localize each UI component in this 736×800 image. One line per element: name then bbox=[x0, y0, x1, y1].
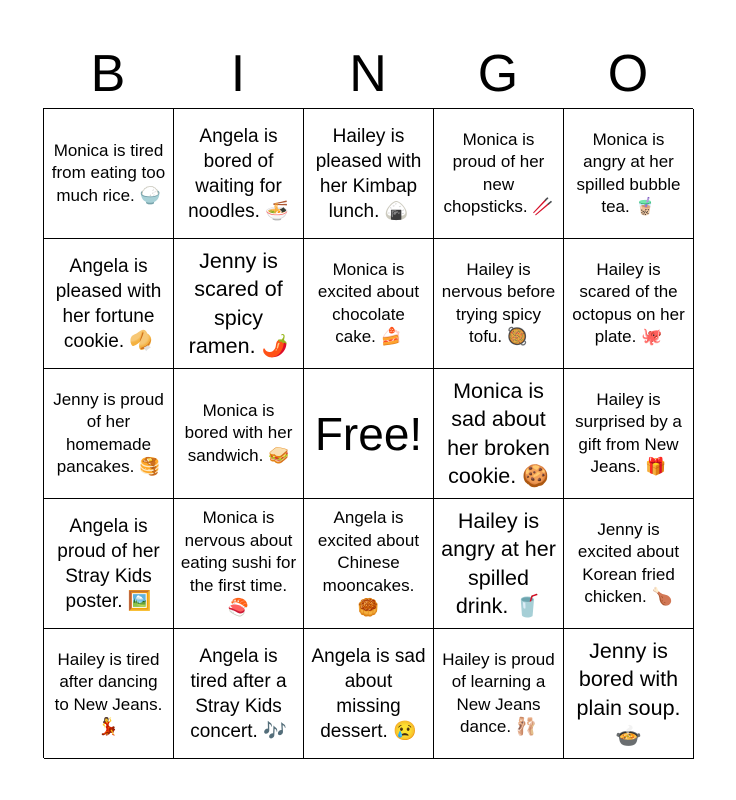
bingo-cell[interactable] bbox=[44, 239, 174, 369]
bingo-cell[interactable] bbox=[44, 499, 174, 629]
cell-text: Monica is sad about her broken cookie. 🍪 bbox=[447, 378, 550, 488]
cell-text: Monica is proud of her new chopsticks. 🥢 bbox=[443, 129, 554, 216]
cell-text: Monica is tired from eating too much rice. 🍚 bbox=[51, 140, 166, 205]
cell-text: Hailey is scared of the octopus on her plate. 🐙 bbox=[572, 259, 685, 346]
cell-text: Jenny is bored with plain soup. 🍲 bbox=[576, 638, 681, 748]
bingo-cell[interactable] bbox=[304, 499, 434, 629]
free-text: Free! bbox=[314, 407, 423, 460]
bingo-cell[interactable] bbox=[434, 239, 564, 369]
cell-text: Hailey is tired after dancing to New Jeans. 💃 bbox=[54, 649, 163, 736]
cell-text: Angela is excited about Chinese mooncakes. 🥮 bbox=[317, 508, 420, 618]
cell-text: Monica is excited about chocolate cake. 🍰 bbox=[317, 259, 420, 346]
cell-text: Angela is tired after a Stray Kids concert. 🎶 bbox=[190, 645, 287, 742]
cell-text: Angela is pleased with her fortune cookie. 🥠 bbox=[55, 255, 162, 352]
cell-text: Monica is bored with her sandwich. 🥪 bbox=[184, 400, 293, 465]
cell-text: Jenny is scared of spicy ramen. 🌶️ bbox=[188, 248, 289, 358]
free-space[interactable] bbox=[304, 369, 434, 499]
header-letter-i: I bbox=[230, 45, 246, 103]
header-letter-n: N bbox=[349, 45, 387, 103]
cell-text: Hailey is surprised by a gift from New Jeans. 🎁 bbox=[575, 389, 682, 476]
bingo-cell[interactable] bbox=[44, 369, 174, 499]
bingo-cell[interactable] bbox=[304, 629, 434, 759]
bingo-cell[interactable] bbox=[174, 369, 304, 499]
cell-text: Angela is sad about missing dessert. 😢 bbox=[311, 645, 426, 742]
cell-text: Monica is angry at her spilled bubble tea. 🧋 bbox=[576, 129, 681, 216]
cell-text: Jenny is proud of her homemade pancakes. 🥞 bbox=[53, 389, 164, 476]
cell-text: Angela is bored of waiting for noodles. 🍜 bbox=[188, 125, 289, 222]
header-letter-g: G bbox=[477, 45, 519, 103]
bingo-cell[interactable] bbox=[564, 499, 694, 629]
header-letter-o: O bbox=[607, 45, 649, 103]
cell-text: Hailey is proud of learning a New Jeans dance. 🩰 bbox=[442, 649, 555, 736]
cell-text: Jenny is excited about Korean fried chicken. 🍗 bbox=[577, 519, 680, 606]
bingo-grid bbox=[43, 108, 693, 758]
bingo-cell[interactable] bbox=[564, 109, 694, 239]
bingo-cell[interactable] bbox=[174, 239, 304, 369]
bingo-cell[interactable] bbox=[434, 369, 564, 499]
bingo-cell[interactable] bbox=[174, 629, 304, 759]
bingo-cell[interactable] bbox=[304, 239, 434, 369]
bingo-cell[interactable] bbox=[44, 629, 174, 759]
bingo-cell[interactable] bbox=[434, 629, 564, 759]
cell-text: Angela is proud of her Stray Kids poster. 🖼️ bbox=[57, 515, 160, 612]
cell-text: Hailey is angry at her spilled drink. 🥤 bbox=[441, 508, 556, 618]
bingo-cell[interactable] bbox=[174, 499, 304, 629]
header-letter-b: B bbox=[90, 45, 126, 103]
bingo-cell[interactable] bbox=[434, 499, 564, 629]
cell-text: Hailey is pleased with her Kimbap lunch. 🍙 bbox=[315, 125, 422, 222]
bingo-cell[interactable] bbox=[304, 109, 434, 239]
bingo-cell[interactable] bbox=[44, 109, 174, 239]
cell-text: Hailey is nervous before trying spicy tofu. 🥘 bbox=[441, 259, 556, 346]
bingo-cell[interactable] bbox=[174, 109, 304, 239]
bingo-header bbox=[43, 40, 693, 108]
bingo-cell[interactable] bbox=[564, 629, 694, 759]
bingo-cell[interactable] bbox=[564, 369, 694, 499]
cell-text: Monica is nervous about eating sushi for the first time. 🍣 bbox=[180, 508, 297, 618]
bingo-cell[interactable] bbox=[434, 109, 564, 239]
bingo-cell[interactable] bbox=[564, 239, 694, 369]
